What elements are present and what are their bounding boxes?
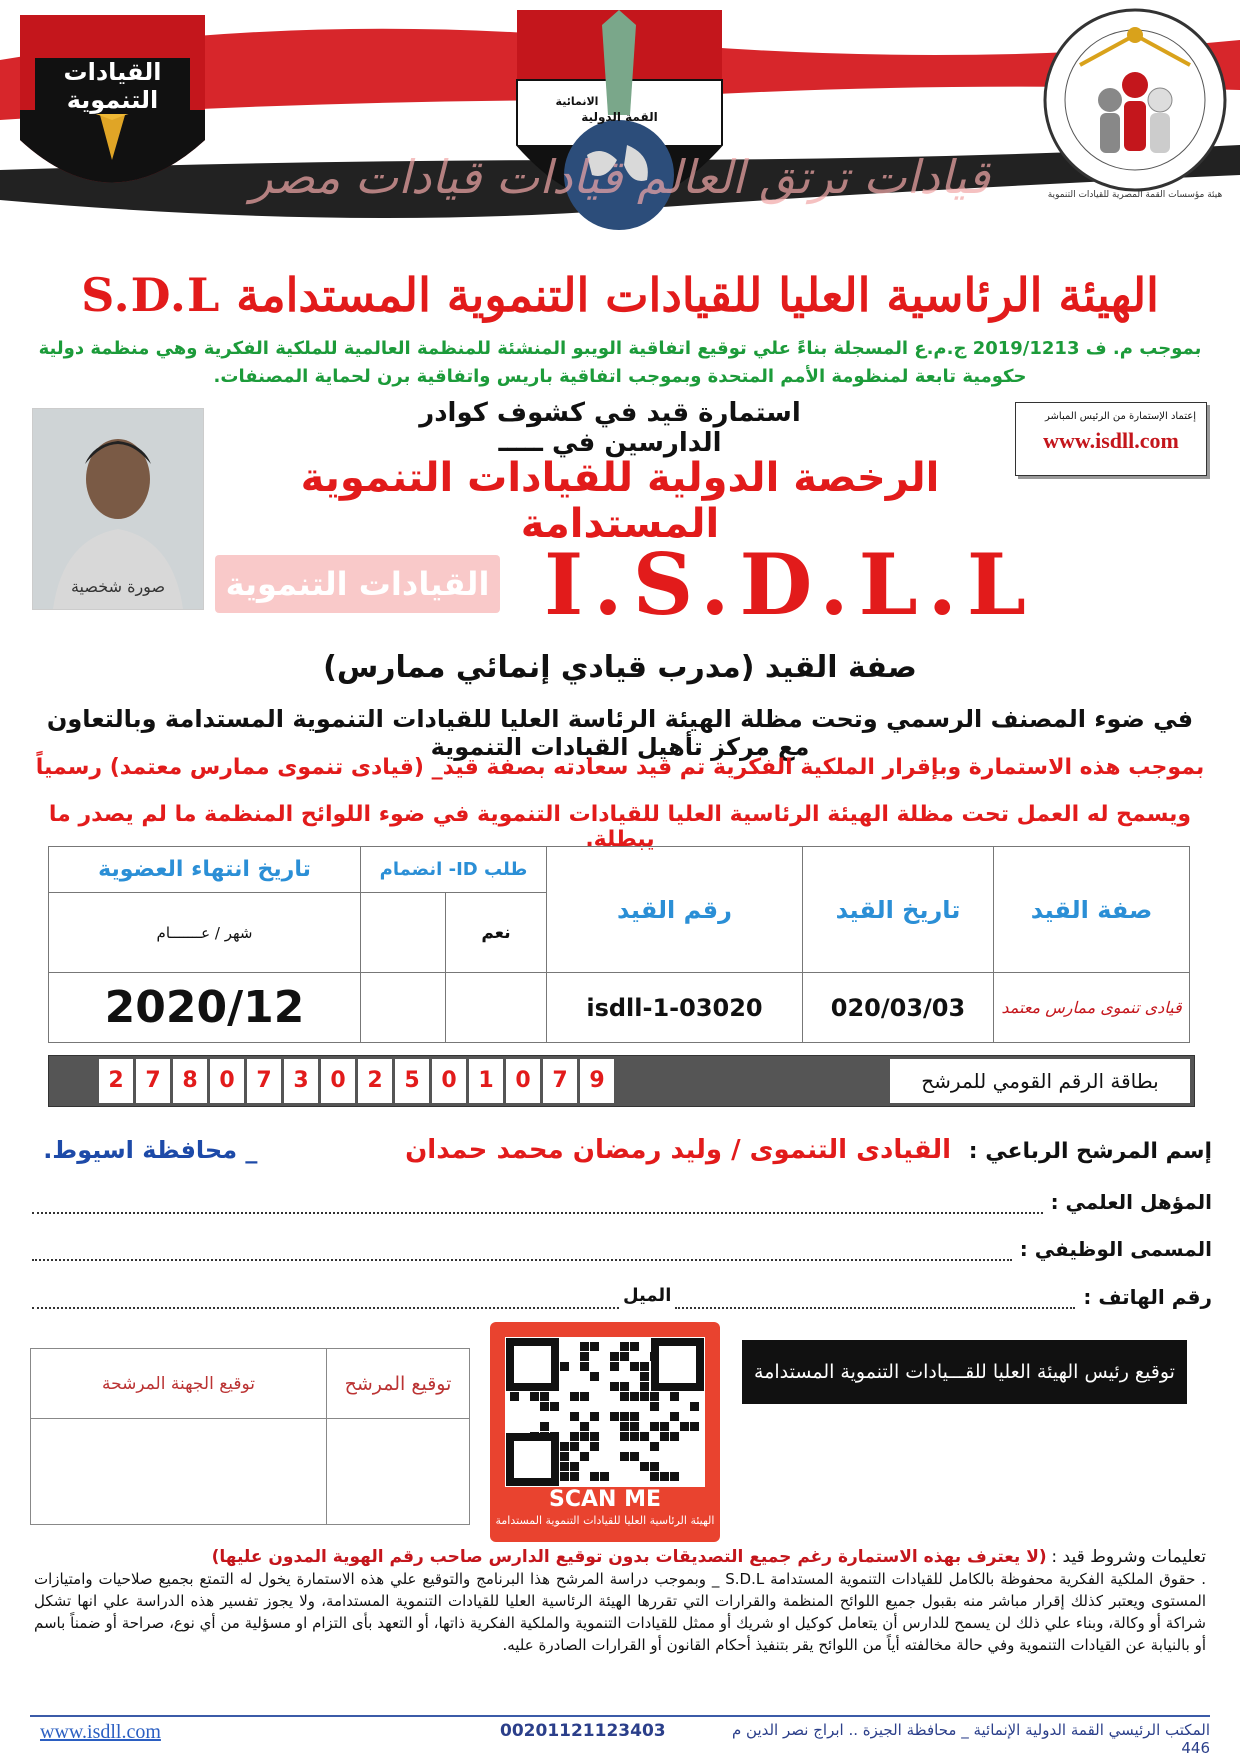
- email-input[interactable]: [32, 1285, 619, 1309]
- national-id-digit: 0: [506, 1059, 540, 1103]
- footer: [30, 1715, 1210, 1757]
- paragraph-1: في ضوء المصنف الرسمي وتحت مظلة الهيئة الرئاسة العليا للقيادات التنموية المستدامة وبالتعاون مع مركز تأهيل القيادات التنموية: [46, 705, 1194, 761]
- candidate-signature-label: توقيع المرشح: [327, 1349, 470, 1419]
- qualification-input[interactable]: [32, 1190, 1043, 1214]
- right-logo-caption: هيئة مؤسسات القمة المصرية للقيادات التنموية: [1047, 190, 1223, 200]
- value-number: isdll-1-03020: [547, 973, 803, 1043]
- national-id-digit: 3: [284, 1059, 318, 1103]
- national-id-digit: 9: [580, 1059, 614, 1103]
- header-date: تاريخ القيد: [803, 847, 994, 973]
- national-id-digit: 5: [395, 1059, 429, 1103]
- center-shield-top: القمة الدولية: [581, 110, 658, 124]
- candidate-signature-area[interactable]: [327, 1419, 470, 1525]
- center-shield-logo: [512, 5, 727, 255]
- license-title: الرخصة الدولية للقيادات التنموية المستدامة: [300, 455, 940, 547]
- job-row: [32, 1237, 1212, 1261]
- header-request: طلب ID- انضمام: [361, 847, 547, 893]
- qr-subcaption: الهيئة الرئاسية العليا للقيادات التنموية المستدامة: [495, 1514, 715, 1527]
- paragraph-3: ويسمح له العمل تحت مظلة الهيئة الرئاسية العليا للقيادات التنموية في ضوء اللوائح المنظمة ما لم يصدر ما يبطلة.: [48, 802, 1192, 852]
- candidate-name-row: [32, 1135, 1212, 1165]
- approval-url[interactable]: www.isdll.com: [1043, 428, 1179, 453]
- paragraph-2: بموجب هذه الاستمارة وبإقرار الملكية الفكرية تم قيد سعادته بصفة قيد_ (قيادى تنموى ممارس معتمد) رسمياً: [35, 755, 1205, 780]
- yes-cell: نعم: [446, 893, 547, 973]
- national-id-label: بطاقة الرقم القومي للمرشح: [890, 1059, 1190, 1103]
- name-label: إسم المرشح الرباعي :: [968, 1139, 1212, 1164]
- qualification-row: [32, 1190, 1212, 1214]
- approval-box: [1015, 402, 1207, 476]
- terms-block: [34, 1546, 1206, 1656]
- stamp-text: القيادات التنموية: [225, 565, 490, 603]
- acronym-title: I.S.D.L.L: [544, 535, 1036, 634]
- governorate-value: _ محافظة اسيوط.: [43, 1136, 258, 1164]
- national-id-digit: 0: [321, 1059, 355, 1103]
- terms-header: [34, 1546, 1206, 1568]
- decree-text: بموجب م. ف 2019/1213 ج.م.ع المسجلة بناءً علي توقيع اتفاقية الويبو المنشئة للمنظمة العالمية للملكية الفكرية وهي منظمة دولية حكومية تابعة لمنظومة الأمم المتحدة وبموجب اتفاقية باريس واتفاقية برن لحماية المصنفات.: [38, 338, 1202, 387]
- terms-warning: (لا يعترف بهذه الاستمارة رغم جميع التصديقات بدون توقيع الدارس صاحب رقم الهوية المدون عليها): [211, 1547, 1047, 1567]
- phone-input[interactable]: [675, 1285, 1075, 1309]
- phone-row: [32, 1285, 1212, 1309]
- value-request-2: [361, 973, 446, 1043]
- photo-caption: صورة شخصية: [70, 577, 166, 596]
- national-id-digit: 7: [136, 1059, 170, 1103]
- status-line: صفة القيد (مدرب قيادي إنمائي ممارس): [323, 650, 917, 685]
- value-date: 020/03/03: [803, 973, 994, 1043]
- value-status: قيادى تنموى ممارس معتمد: [994, 973, 1190, 1043]
- empty-cell: [361, 893, 446, 973]
- value-request-1: [446, 973, 547, 1043]
- header-watermark-script: قيادات ترتق العالم قيادات قيادات مصر: [250, 150, 990, 204]
- national-id-bar: [48, 1055, 1195, 1107]
- name-value: القيادى التنموى / وليد رمضان محمد حمدان: [405, 1135, 952, 1165]
- phone-label: رقم الهاتف :: [1083, 1285, 1212, 1309]
- center-shield-bottom: الانمائية: [555, 95, 599, 108]
- registration-table: [48, 846, 1190, 1043]
- value-expiry: 2020/12: [49, 973, 361, 1043]
- job-label: المسمى الوظيفي :: [1019, 1237, 1212, 1261]
- qualification-label: المؤهل العلمي :: [1050, 1190, 1212, 1214]
- national-id-digit: 7: [247, 1059, 281, 1103]
- national-id-digit: 0: [210, 1059, 244, 1103]
- president-signature-box: توقيع رئيس الهيئة العليا للقـــيادات التنموية المستدامة: [742, 1340, 1187, 1404]
- header-status: صفة القيد: [994, 847, 1190, 973]
- national-id-digit: 8: [173, 1059, 207, 1103]
- left-shield-logo: [15, 10, 210, 220]
- red-stamp: [215, 555, 500, 613]
- footer-address: المكتب الرئيسي القمة الدولية الإنمائية _ محافظة الجيزة .. ابراج نصر الدين م 446: [731, 1721, 1210, 1757]
- nominating-signature-area[interactable]: [31, 1419, 327, 1525]
- right-round-logo: [1040, 5, 1230, 205]
- form-subtitle: استمارة قيد في كشوف كوادر الدارسين في ـــــ: [419, 398, 801, 458]
- national-id-digit: 7: [543, 1059, 577, 1103]
- month-year-cell: شهر / عـــــــام: [49, 893, 361, 973]
- signature-table: [30, 1348, 470, 1525]
- personal-photo: [32, 408, 204, 610]
- header-expiry: تاريخ انتهاء العضوية: [49, 847, 361, 893]
- job-input[interactable]: [32, 1237, 1012, 1261]
- footer-website[interactable]: www.isdll.com: [40, 1721, 161, 1743]
- nominating-signature-label: توقيع الجهنة المرشحة: [31, 1349, 327, 1419]
- left-shield-label: القيادات التنموية: [35, 58, 190, 114]
- email-label: الميل: [622, 1285, 672, 1306]
- national-id-digit: 2: [358, 1059, 392, 1103]
- header-number: رقم القيد: [547, 847, 803, 973]
- footer-phone: 00201121123403: [500, 1721, 666, 1741]
- national-id-digit: 0: [432, 1059, 466, 1103]
- qr-code[interactable]: [490, 1322, 720, 1542]
- terms-title: تعليمات وشروط قيد :: [1051, 1547, 1206, 1567]
- qr-caption: SCAN ME: [548, 1487, 661, 1512]
- terms-body: . حقوق الملكية الفكرية محفوظة بالكامل للقيادات التنموية المستدامة S.D.L _ وبموجب دراسة المرشح هذا البرنامج والتوقيع علي هذه الاستمارة يخول له التمتع بجميع صلاحيات وامتيازات المستوى ويعتبر كذلك إقرار مباشر منه بقبول جميع اللوائح المنظمة والقرارات التي تقررها الهيئة الرئاسية العليا للقيادات التنموية المستدامة، ولا يجوز تفسير هذه الدراسة علي انها تشكل شراكة أو وكالة، وبناء علي ذلك لن يسمح للدارس أن يتعامل كوكيل او شريك أو ممثل للقيادات التنموية والملكية الفكرية ذاتها، أو التعهد بأى التزام او مسؤلية من أي نوع، صراحة أو ضمناً باسم أو بالنيابة عن القيادات التنموية وفي حالة مخالفته أياً من اللوائح يقر بتنفيذ أحكام القانون أو القرارات الصادرة عليه.: [34, 1570, 1206, 1654]
- header-banner: [0, 0, 1240, 260]
- national-id-digit: 2: [99, 1059, 133, 1103]
- main-title: الهيئة الرئاسية العليا للقيادات التنموية المستدامة S.D.L: [81, 268, 1159, 322]
- approval-label: إعتماد الإستمارة من الرئيس المباشر: [1045, 411, 1196, 422]
- national-id-digit: 1: [469, 1059, 503, 1103]
